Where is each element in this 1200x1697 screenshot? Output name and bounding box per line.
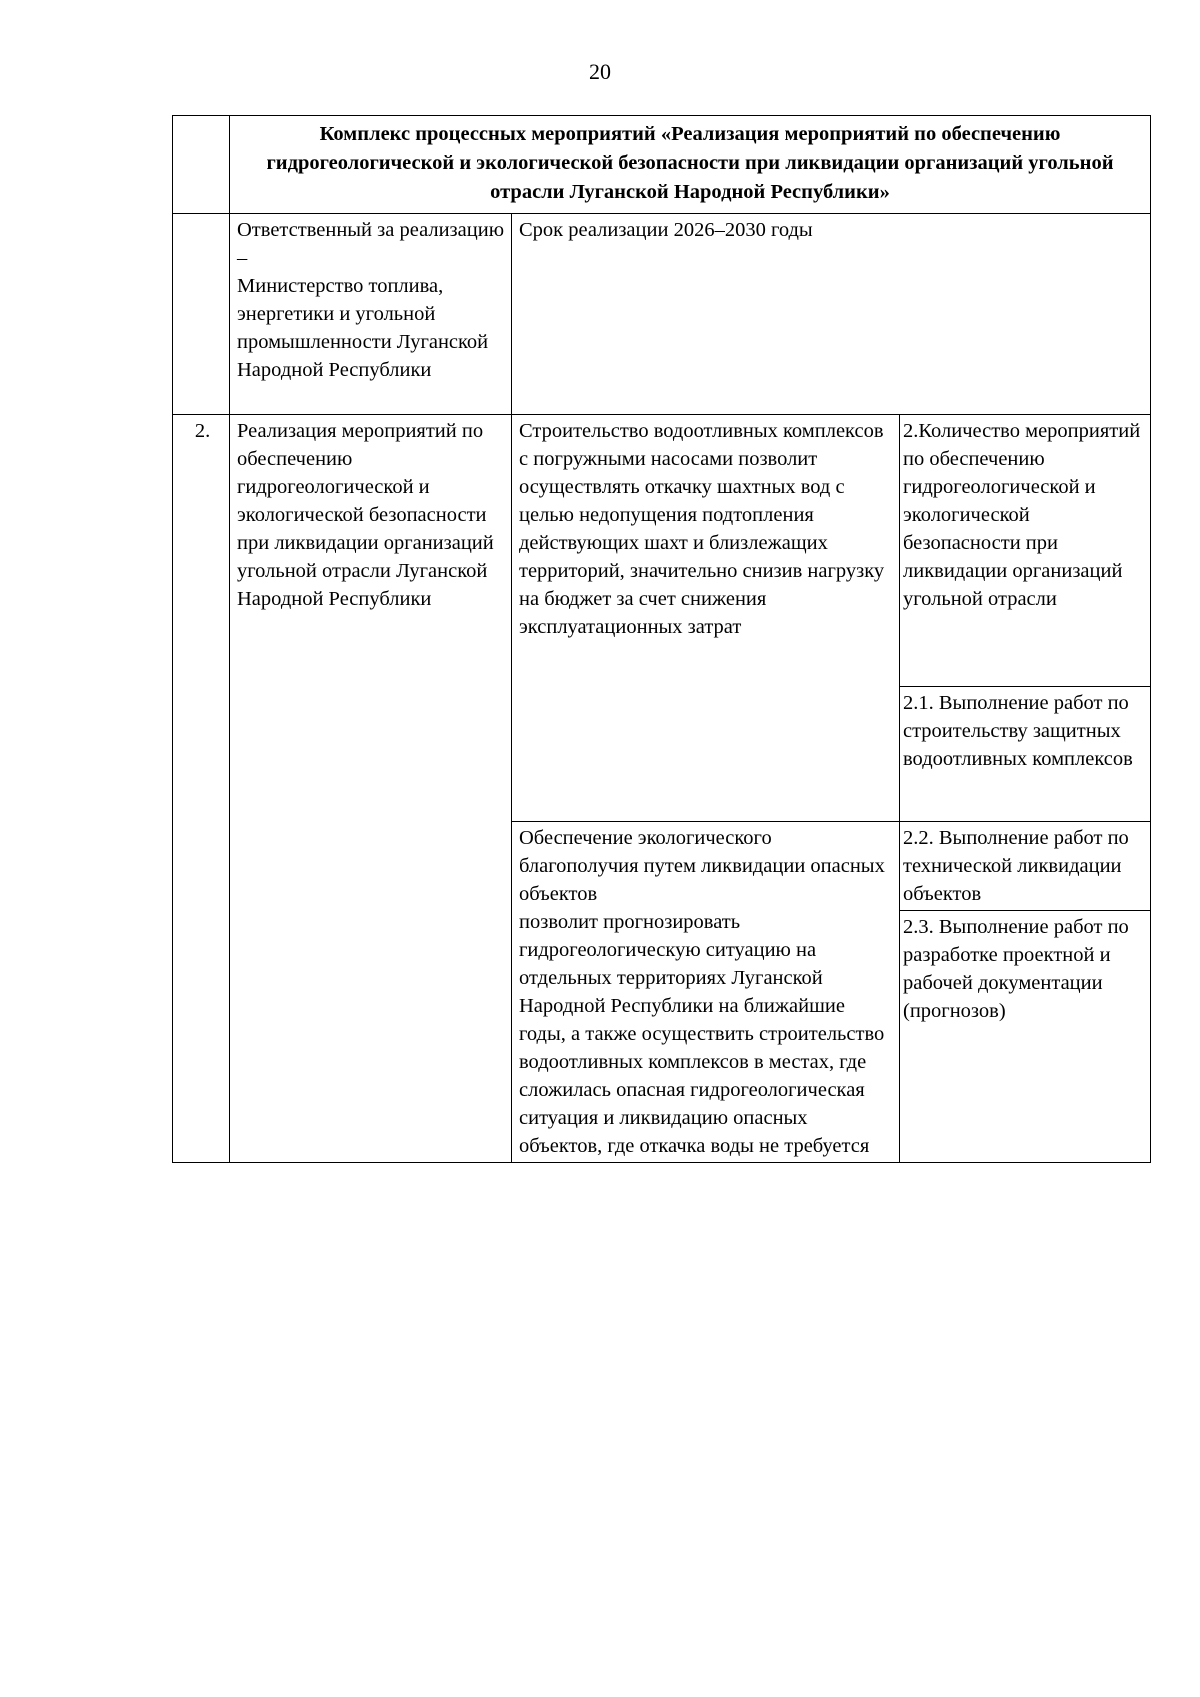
- indicator-2-2: 2.2. Выполнение работ по технической ликвидации объектов: [903, 827, 1129, 905]
- indicator-cell-2-1: [900, 687, 1151, 822]
- term-cell: [512, 214, 1151, 415]
- empty-number-cell: [173, 214, 230, 415]
- indicator-cell-2-3: [900, 911, 1151, 1163]
- task-number: 2.: [194, 420, 211, 442]
- complex-title: Комплекс процессных мероприятий «Реализация мероприятий по обеспечению гидрогеологической и экологической безопасности при ликвидации организаций угольной отрасли Луганской Народной Республики»: [230, 116, 1151, 214]
- task-name-cell: [230, 415, 512, 1163]
- indicator-2: 2.Количество мероприятий по обеспечению гидрогеологической и экологической безопасности при ликвидации организаций угольной отрасли: [903, 420, 1141, 610]
- responsible-cell: [230, 214, 512, 415]
- responsible-text: Ответственный за реализацию – Министерство топлива, энергетики и угольной промышленности Луганской Народной Республики: [237, 219, 505, 381]
- effect-cell-1: [512, 415, 900, 822]
- empty-number-cell: [173, 116, 230, 214]
- measures-table: [172, 115, 1151, 1163]
- indicator-2-1: 2.1. Выполнение работ по строительству защитных водоотливных комплексов: [903, 692, 1133, 770]
- task-number-cell: [173, 415, 230, 1163]
- effect-text-1: Строительство водоотливных комплексов с погружными насосами позволит осуществлять откачку шахтных вод с целью недопущения подтопления действующих шахт и близлежащих территорий, значительно снизив нагрузку на бюджет за счет снижения эксплуатационных затрат: [519, 420, 885, 638]
- indicator-cell-2-2: [900, 822, 1151, 911]
- indicator-2-3: 2.3. Выполнение работ по разработке проектной и рабочей документации (прогнозов): [903, 916, 1129, 1022]
- complex-header-row: [173, 116, 1151, 214]
- effect-text-2: Обеспечение экологического благополучия путем ликвидации опасных объектов позволит прогнозировать гидрогеологическую ситуацию на отдельных территориях Луганской Народной Республики на ближайшие годы, а также осуществить строительство водоотливных комплексов в местах, где сложилась опасная гидрогеологическая ситуация и ликвидацию опасных объектов, где откачка воды не требуется: [519, 827, 885, 1157]
- indicator-cell-2: [900, 415, 1151, 687]
- effect-cell-2: [512, 822, 900, 1163]
- page-number: 20: [589, 59, 611, 84]
- task-row-1: [173, 415, 1151, 687]
- task-name: Реализация мероприятий по обеспечению гидрогеологической и экологической безопасности при ликвидации организаций угольной отрасли Луганской Народной Республики: [237, 420, 494, 610]
- responsible-row: [173, 214, 1151, 415]
- term-text: Срок реализации 2026–2030 годы: [519, 219, 813, 241]
